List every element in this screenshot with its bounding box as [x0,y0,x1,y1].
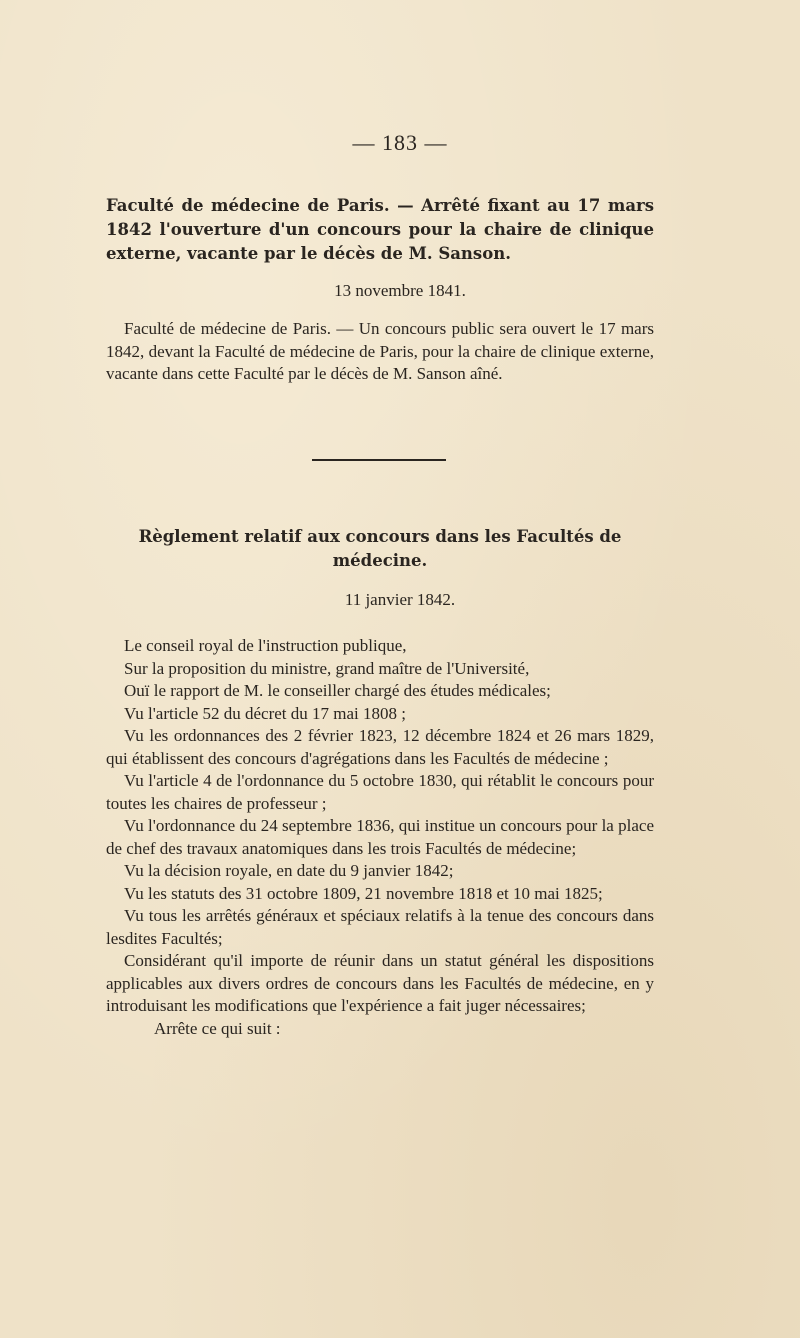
section-date-arrete: 13 novembre 1841. [334,281,466,300]
section-divider [312,459,446,461]
section-heading-reglement: Règlement relatif aux concours dans les Facultés de médecine. [138,527,622,570]
page-number: — 183 — [352,130,448,155]
body-paragraph: Sur la proposition du ministre, grand maître de l'Université, [124,658,530,678]
body-paragraph: Vu les ordonnances des 2 février 1823, 12 décembre 1824 et 26 mars 1829, qui établissent des concours d'agrégations dans les Facultés de médecine ; [106,726,654,768]
body-paragraph: Vu la décision royale, en date du 9 janvier 1842; [124,861,454,880]
reglement-body [106,635,654,1040]
body-paragraph: Considérant qu'il importe de réunir dans un statut général les dispositions applicables aux divers ordres de concours dans les Facultés de médecine, en y introduisant les modifications que l'expérience a fait juger nécessaires; [106,951,654,1015]
section-heading-arrete: Faculté de médecine de Paris. — Arrêté fixant au 17 mars 1842 l'ouverture d'un concours pour la chaire de clinique externe, vacante par le décès de M. Sanson. [106,196,654,263]
section-date-reglement: 11 janvier 1842. [344,590,456,609]
body-paragraph: Le conseil royal de l'instruction publique, [124,636,407,655]
body-paragraph: Vu l'article 4 de l'ordonnance du 5 octobre 1830, qui rétablit le concours pour toutes les chaires de professeur ; [106,771,654,813]
body-paragraph: Ouï le rapport de M. le conseiller chargé des études médicales; [124,681,551,700]
section-body-arrete: Faculté de médecine de Paris. — Un concours public sera ouvert le 17 mars 1842, devant la Faculté de médecine de Paris, pour la chaire de clinique externe, vacante dans cette Faculté par le décès de M. Sanson aîné. [106,319,654,383]
body-paragraph: Vu les statuts des 31 octobre 1809, 21 novembre 1818 et 10 mai 1825; [124,883,603,903]
body-paragraph: Vu l'ordonnance du 24 septembre 1836, qui institue un concours pour la place de chef des travaux anatomiques dans les trois Facultés de médecine; [106,816,654,858]
body-paragraph: Vu tous les arrêtés généraux et spéciaux relatifs à la tenue des concours dans lesdites Facultés; [106,906,654,948]
body-paragraph: Vu l'article 52 du décret du 17 mai 1808 ; [124,703,406,723]
closing-line: Arrête ce qui suit : [154,1018,281,1038]
